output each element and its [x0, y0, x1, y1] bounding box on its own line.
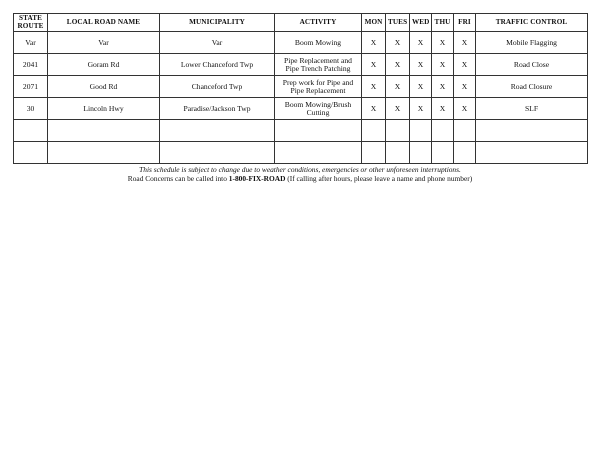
tues-cell: X	[386, 54, 410, 76]
empty-cell	[476, 142, 588, 164]
schedule-sheet	[13, 13, 587, 183]
fri-cell: X	[454, 32, 476, 54]
tues-cell: X	[386, 98, 410, 120]
wed-cell: X	[410, 32, 432, 54]
empty-cell	[454, 120, 476, 142]
mon-cell: X	[362, 54, 386, 76]
disclaimer-text: This schedule is subject to change due to weather conditions, emergencies or other unforeseen interruptions.	[139, 165, 461, 174]
work-schedule-table	[13, 13, 588, 164]
empty-cell	[14, 142, 48, 164]
municipality-cell: Lower Chanceford Twp	[160, 54, 275, 76]
activity-cell: Boom Mowing	[275, 32, 362, 54]
municipality-cell: Paradise/Jackson Twp	[160, 98, 275, 120]
empty-cell	[454, 142, 476, 164]
col-activity: ACTIVITY	[275, 14, 362, 32]
empty-cell	[48, 142, 160, 164]
traffic-cell: Road Close	[476, 54, 588, 76]
mon-cell: X	[362, 32, 386, 54]
route-cell: 30	[14, 98, 48, 120]
empty-cell	[275, 120, 362, 142]
col-traffic-control: TRAFFIC CONTROL	[476, 14, 588, 32]
wed-cell: X	[410, 76, 432, 98]
empty-cell	[386, 120, 410, 142]
concerns-suffix: (If calling after hours, please leave a name and phone number)	[285, 174, 473, 183]
road-cell: Goram Rd	[48, 54, 160, 76]
empty-cell	[432, 142, 454, 164]
activity-cell: Prep work for Pipe and Pipe Replacement	[275, 76, 362, 98]
fri-cell: X	[454, 54, 476, 76]
fri-cell: X	[454, 76, 476, 98]
schedule-footnote	[13, 165, 587, 183]
empty-cell	[432, 120, 454, 142]
fri-cell: X	[454, 98, 476, 120]
col-local-road-name: LOCAL ROAD NAME	[48, 14, 160, 32]
thu-cell: X	[432, 76, 454, 98]
empty-cell	[275, 142, 362, 164]
route-cell: 2071	[14, 76, 48, 98]
road-cell: Var	[48, 32, 160, 54]
col-municipality: MUNICIPALITY	[160, 14, 275, 32]
concerns-prefix: Road Concerns can be called into	[127, 174, 229, 183]
empty-cell	[14, 120, 48, 142]
mon-cell: X	[362, 76, 386, 98]
col-wed: WED	[410, 14, 432, 32]
traffic-cell: Road Closure	[476, 76, 588, 98]
wed-cell: X	[410, 98, 432, 120]
empty-cell	[386, 142, 410, 164]
road-concerns-text	[13, 174, 587, 183]
activity-cell: Pipe Replacement and Pipe Trench Patching	[275, 54, 362, 76]
table-row	[14, 98, 588, 120]
empty-row	[14, 142, 588, 164]
col-state-route: STATE ROUTE	[14, 14, 48, 32]
empty-cell	[362, 142, 386, 164]
table-row	[14, 54, 588, 76]
table-row	[14, 32, 588, 54]
tues-cell: X	[386, 76, 410, 98]
traffic-cell: SLF	[476, 98, 588, 120]
activity-cell: Boom Mowing/Brush Cutting	[275, 98, 362, 120]
empty-cell	[48, 120, 160, 142]
empty-cell	[160, 142, 275, 164]
empty-cell	[476, 120, 588, 142]
municipality-cell: Chanceford Twp	[160, 76, 275, 98]
empty-cell	[362, 120, 386, 142]
municipality-cell: Var	[160, 32, 275, 54]
empty-row	[14, 120, 588, 142]
col-tues: TUES	[386, 14, 410, 32]
road-cell: Lincoln Hwy	[48, 98, 160, 120]
traffic-cell: Mobile Flagging	[476, 32, 588, 54]
road-cell: Good Rd	[48, 76, 160, 98]
thu-cell: X	[432, 54, 454, 76]
empty-cell	[410, 120, 432, 142]
mon-cell: X	[362, 98, 386, 120]
col-mon: MON	[362, 14, 386, 32]
thu-cell: X	[432, 32, 454, 54]
header-row	[14, 14, 588, 32]
wed-cell: X	[410, 54, 432, 76]
col-fri: FRI	[454, 14, 476, 32]
table-row	[14, 76, 588, 98]
empty-cell	[160, 120, 275, 142]
route-cell: Var	[14, 32, 48, 54]
empty-cell	[410, 142, 432, 164]
hotline-number: 1-800-FIX-ROAD	[228, 174, 286, 183]
tues-cell: X	[386, 32, 410, 54]
col-thu: THU	[432, 14, 454, 32]
thu-cell: X	[432, 98, 454, 120]
route-cell: 2041	[14, 54, 48, 76]
